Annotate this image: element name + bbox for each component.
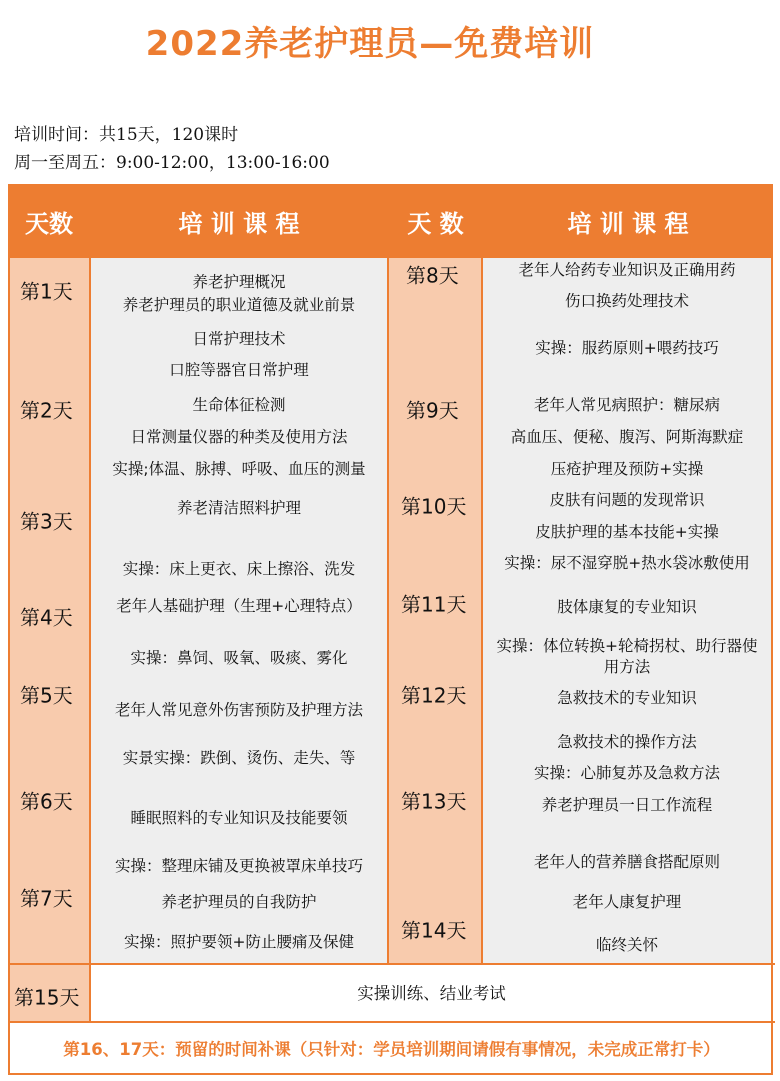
- course-item: 皮肤护理的基本技能+实操: [535, 523, 719, 541]
- course-item: 实操：照护要领+防止腰痛及保健: [124, 933, 354, 951]
- day-label: 第4天: [20, 605, 73, 630]
- day-label: 第2天: [20, 398, 73, 423]
- course-item: 临终关怀: [595, 936, 658, 954]
- course-item: 实操：心肺复苏及急救方法: [533, 764, 720, 782]
- day15-label: 第15天: [14, 985, 80, 1010]
- course-item: 养老护理员的自我防护: [161, 893, 317, 911]
- course-item: 养老护理员一日工作流程: [541, 796, 713, 814]
- header-day-left: 天数: [8, 184, 90, 258]
- schedule-table-frame: [8, 184, 773, 1075]
- course-item: 老年人的营养膳食搭配原则: [533, 853, 720, 871]
- header-course-left: 培 训 课 程: [90, 184, 388, 258]
- course-item: 口腔等器官日常护理: [169, 361, 309, 379]
- day-label: 第3天: [20, 509, 73, 534]
- course-item: 伤口换药处理技术: [564, 292, 689, 310]
- course-item: 急救技术的专业知识: [557, 689, 697, 707]
- course-item: 实操：体位转换+轮椅拐杖、助行器使: [496, 637, 758, 655]
- day-label: 第9天: [406, 398, 459, 423]
- day-label: 第12天: [401, 683, 467, 708]
- course-item: 实景实操：跌倒、烫伤、走失、等: [122, 749, 356, 767]
- course-item: 高血压、便秘、腹泻、阿斯海默症: [510, 428, 744, 446]
- day-label: 第6天: [20, 789, 73, 814]
- course-item: 生命体征检测: [192, 396, 286, 414]
- course-item: 急救技术的操作方法: [557, 733, 697, 751]
- day-label: 第13天: [401, 789, 467, 814]
- page-title: 2022养老护理员—免费培训: [145, 24, 595, 64]
- course-item: 老年人常见意外伤害预防及护理方法: [114, 701, 363, 719]
- course-item: 老年人康复护理: [572, 893, 682, 911]
- course-item: 用方法: [603, 658, 651, 676]
- course-item: 老年人基础护理（生理+心理特点）: [116, 597, 362, 615]
- course-item: 实操：服药原则+喂药技巧: [535, 339, 719, 357]
- day-label: 第5天: [20, 683, 73, 708]
- day-label: 第11天: [401, 592, 467, 617]
- course-item: 日常测量仪器的种类及使用方法: [130, 428, 348, 446]
- day15-content: 实操训练、结业考试: [357, 984, 506, 1003]
- course-item: 老年人常见病照护：糖尿病: [533, 396, 720, 414]
- course-item: 养老护理概况: [192, 273, 286, 291]
- course-item: 实操;体温、脉搏、呼吸、血压的测量: [112, 460, 366, 478]
- day-label: 第10天: [401, 494, 467, 519]
- course-item: 睡眠照料的专业知识及技能要领: [130, 809, 348, 827]
- header-day-right: 天 数: [388, 184, 483, 258]
- course-item: 实操：整理床铺及更换被罩床单技巧: [114, 857, 363, 875]
- training-duration: 培训时间：共15天，120课时: [14, 125, 239, 145]
- course-item: 老年人给药专业知识及正确用药: [518, 261, 736, 279]
- course-item: 实操：鼻饲、吸氧、吸痰、雾化: [130, 649, 348, 667]
- course-item: 实操：床上更衣、床上擦浴、洗发: [122, 560, 356, 578]
- course-item: 日常护理技术: [192, 330, 286, 348]
- makeup-note: 第16、17天：预留的时间补课（只针对：学员培训期间请假有事情况，未完成正常打卡）: [63, 1040, 720, 1059]
- day-label: 第14天: [401, 918, 467, 943]
- training-hours: 周一至周五：9:00-12:00，13:00-16:00: [14, 153, 330, 173]
- course-item: 皮肤有问题的发现常识: [549, 491, 705, 509]
- course-item: 压疮护理及预防+实操: [550, 460, 704, 478]
- day-label: 第8天: [406, 263, 459, 288]
- course-item: 肢体康复的专业知识: [557, 598, 697, 616]
- day-label: 第1天: [20, 279, 73, 304]
- course-item: 养老护理员的职业道德及就业前景: [122, 296, 356, 314]
- day-label: 第7天: [20, 886, 73, 911]
- course-item: 养老清洁照料护理: [176, 499, 301, 517]
- header-course-right: 培 训 课 程: [483, 184, 773, 258]
- course-item: 实操：尿不湿穿脱+热水袋冰敷使用: [504, 554, 750, 572]
